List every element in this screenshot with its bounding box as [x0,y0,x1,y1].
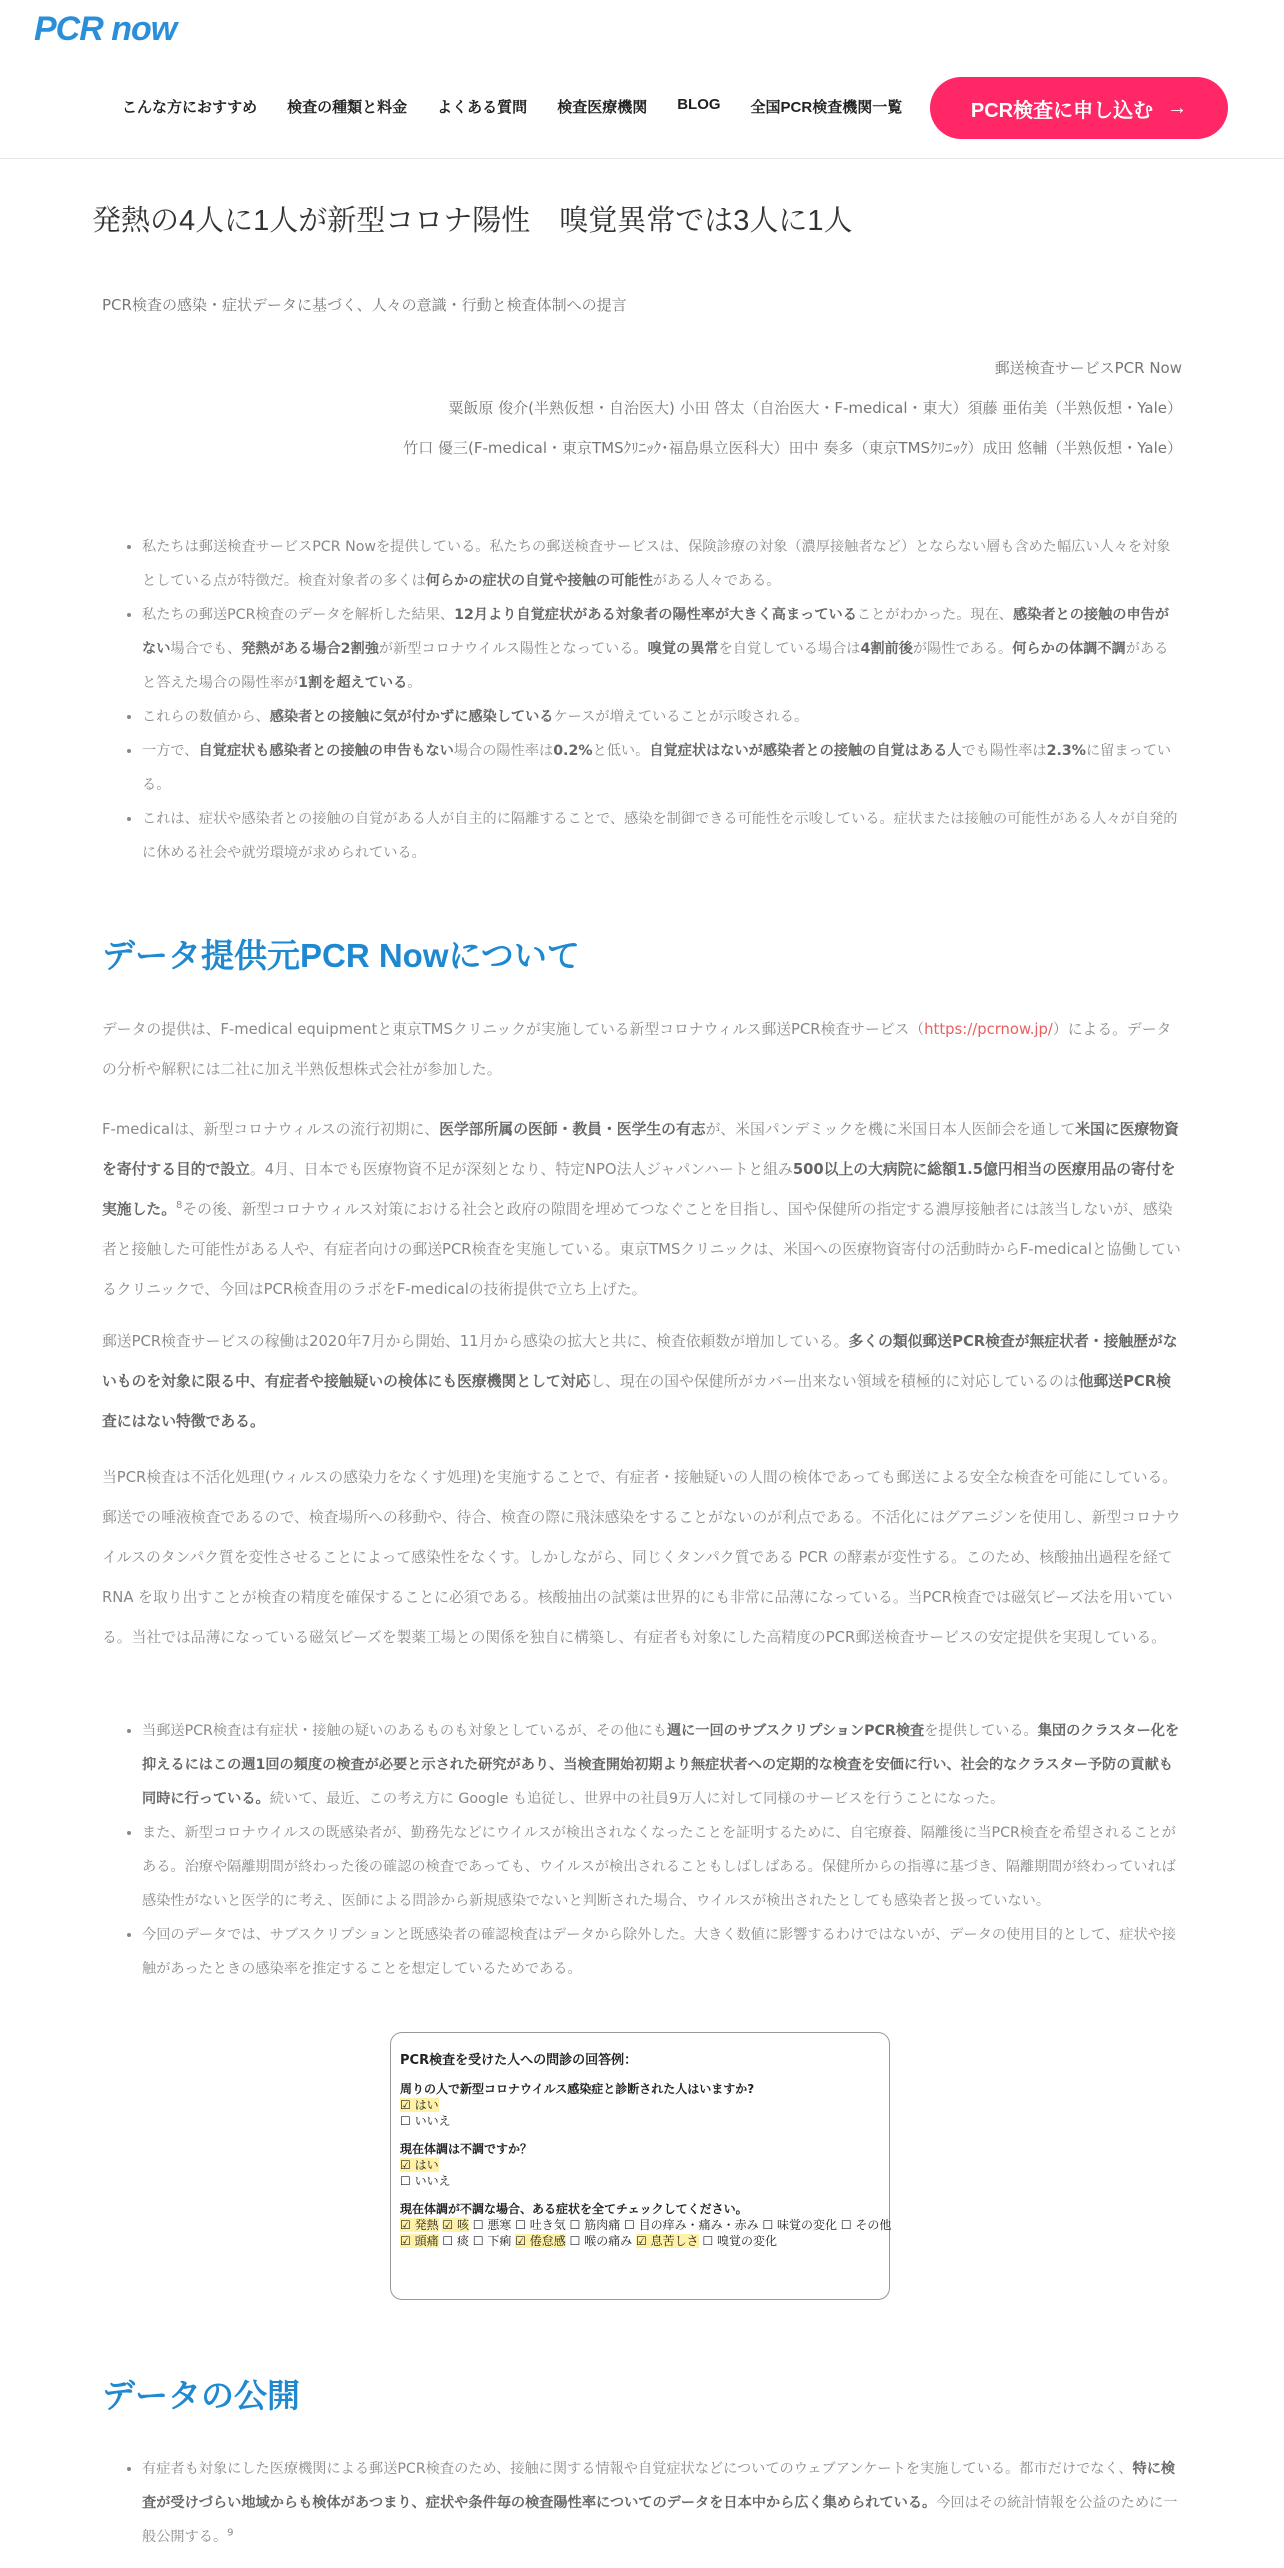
question-2-text: 現在体調は不調ですか？ [400,2142,533,2156]
emphasis-text: 1割を超えている [298,675,408,691]
body-text: 私たちは郵送検査サービスPCR Nowを提供している。私たちの郵送検査サービスは、保険診療の対象（濃厚接触者など）とならない層も含めた幅広い人々を対象としている点が特徴だ。検査対象者の多くは [142,539,1171,589]
emphasis-text: 特に検査が受けづらい地域からも検体があつまり、症状や条件毎の検査陽性率についてのデータを日本中から広く集められている。 [142,2461,1176,2511]
body-text: 場合の陽性率は [453,743,554,759]
symptom-option: ☐ 喉の痛み [569,2234,633,2248]
list-item [142,1918,1182,1986]
footnote-ref[interactable]: 9 [227,2527,234,2539]
summary-list [102,530,1182,870]
list-item [142,2452,1182,2554]
body-text: 有症者も対象にした医療機関による郵送PCR検査のため、接触に関する情報や自覚症状などについてのウェブアンケートを実施している。都市だけでなく、 [142,2461,1133,2477]
author-line: 郵送検査サービスPCR Now [994,359,1182,377]
emphasis-text: 多くの類似郵送PCR検査が無症状者・接触歴がないものを対象に限る中、有症者や接触疑いの検体にも医療機関として対応 [102,1333,1178,1390]
body-text: 当PCR検査は不活化処理(ウィルスの感染力をなくす処理)を実施することで、有症者・接触疑いの人間の検体であっても郵送による安全な検査を可能にしている。郵送での唾液検査であるので、検査場所への移動や、待合、検査の際に飛沫感染をすることがないのが利点である。不活化にはグアニジンを使用し、新型コロナウイルスのタンパク質を変性させることによって感染性をなくす。しかしながら、同じくタンパク質である PCR の酵素が変性する。このため、核酸抽出過程を経て RNA を取り出すことが検査の精度を確保することに必須である。核酸抽出の試薬は世界的にも非常に品薄になっている。当PCR検査では磁気ビーズ法を用いている。当社では品薄になっている磁気ビーズを製薬工場との関係を独自に構築し、有症者も対象にした高精度のPCR郵送検査サービスの安定提供を実現している。 [102,1469,1181,1646]
body-text: 場合でも、 [170,641,242,657]
body-text: 。 [407,675,422,691]
list-item [142,802,1182,870]
author-list [403,348,1182,468]
question-3 [400,2201,892,2249]
symptom-option: ☑ 頭痛 [400,2234,439,2248]
emphasis-text: 4割前後 [860,641,913,657]
emphasis-text: 集団のクラスター化を抑えるにはこの週1回の頻度の検査が必要と示された研究があり、当検査開始初期より無症状者への定期的な検査を安価に行い、社会的なクラスター予防の貢献も同時に行っている。 [142,1723,1180,1807]
body-text: ）による。データの分析や解釈には二社に加え半熟仮想株式会社が参加した。 [102,1021,1172,1078]
emphasis-text: 他郵送PCR検査にはない特徴である。 [102,1373,1171,1430]
q2-no-option: ☐ いいえ [400,2174,451,2188]
question-2 [400,2141,881,2189]
symptom-option: ☐ 下痢 [472,2234,512,2248]
emphasis-text: 2.3% [1046,743,1086,759]
body-text: 続いて、最近、この考え方に Google も追従し、世界中の社員9万人に対して同様のサービスを行うことになった。 [269,1791,1005,1807]
author-line: 竹口 優三(F-medical・東京TMSｸﾘﾆｯｸ･福島県立医科大）田中 奏多（東京TMSｸﾘﾆｯｸ）成田 悠輔（半熟仮想・Yale） [403,439,1182,457]
emphasis-text: 米国に医療物資を寄付する目的で設立 [102,1121,1179,1178]
section-title-data-source: データ提供元PCR Nowについて [102,937,580,974]
list-item [142,1714,1182,1816]
page-subtitle: PCR検査の感染・症状データに基づく、人々の意識・行動と検査体制への提言 [102,296,627,314]
list-item [142,530,1182,598]
body-text: と低い。 [592,743,650,759]
page-title: 発熱の4人に1人が新型コロナ陽性 嗅覚異常では3人に1人 [92,205,853,237]
body-text: し、現在の国や保健所がカバー出来ない領域を積極的に対応しているのは [590,1373,1079,1390]
body-text: F-medicalは、新型コロナウィルスの流行初期に、 [102,1121,440,1138]
symptom-option: ☐ 痰 [442,2234,469,2248]
question-3-text: 現在体調が不調な場合、ある症状を全てチェックしてください。 [400,2202,748,2216]
emphasis-text: 週に一回のサブスクリプションPCR検査 [666,1723,925,1739]
symptom-option: ☐ 悪寒 [472,2218,512,2232]
list-item [142,700,1182,734]
data-source-paragraph-4 [102,1458,1182,1658]
data-source-paragraph-3 [102,1322,1182,1442]
emphasis-text: 感染者との接触に気が付かずに感染している [269,709,554,725]
apply-pcr-label: PCR検査に申し込む [970,99,1154,122]
emphasis-text: 0.2% [553,743,593,759]
questionnaire-example [390,2032,890,2300]
body-text: 今回はその統計情報を公益のために一般公開する。 [142,2495,1178,2545]
symptom-option: ☑ 咳 [442,2218,469,2232]
data-source-paragraph-1 [102,1010,1182,1090]
symptom-row-2 [400,2233,881,2249]
footnote-ref[interactable]: 8 [176,1200,183,1212]
emphasis-text: 自覚症状も感染者との接触の申告もない [198,743,454,759]
body-text: ケースが増えていることが示唆される。 [553,709,809,725]
emphasis-text: 感染者との接触の申告がない [142,607,1170,657]
author-line: 粟飯原 俊介(半熟仮想・自治医大) 小田 啓太（自治医大・F-medical・東大）須藤 亜佑美（半熟仮想・Yale） [448,399,1182,417]
data-source-paragraph-2 [102,1110,1182,1310]
emphasis-text: 嗅覚の異常 [647,641,719,657]
body-text: に留まっている。 [142,743,1172,793]
symptom-option: ☑ 発熱 [400,2218,439,2232]
q2-yes-option: ☑ はい [400,2158,439,2172]
body-text: その後、新型コロナウィルス対策における社会と政府の隙間を埋めてつなぐことを目指し、国や保健所の指定する濃厚接触者には該当しないが、感染者と接触した可能性がある人や、有症者向けの郵送PCR検査を実施している。東京TMSクリニックは、米国への医療物資寄付の活動時からF-medicalと協働しているクリニックで、今回はPCR検査用のラボをF-medicalの技術提供で立ち上げた。 [102,1201,1181,1298]
nav-item-0[interactable]: こんな方におすすめ [122,99,258,116]
questionnaire-title: PCR検査を受けた人への問診の回答例： [400,2053,638,2068]
body-text: ことがわかった。現在、 [856,607,1013,623]
q1-no-option: ☐ いいえ [400,2114,451,2128]
data-source-bullets [102,1714,1182,1986]
symptom-option: ☑ 息苦しさ [636,2234,699,2248]
emphasis-text: 医学部所属の医師・教員・医学生の有志 [439,1121,706,1138]
emphasis-text: 何らかの体調不調 [1012,641,1126,657]
body-text: を自覚している場合は [718,641,861,657]
body-text: 当郵送PCR検査は有症状・接触の疑いのあるものも対象としているが、その他にも [142,1723,667,1739]
nav-item-2[interactable]: よくある質問 [437,99,528,116]
body-text: 郵送PCR検査サービスの稼働は2020年7月から開始、11月から感染の拡大と共に、検査依頼数が増加している。 [102,1333,849,1350]
body-text: データの提供は、F-medical equipmentと東京TMSクリニックが実施している新型コロナウィルス郵送PCR検査サービス（ [102,1021,925,1038]
symptom-option: ☑ 倦怠感 [515,2234,566,2248]
body-text: 一方で、 [142,743,199,759]
question-1 [400,2081,881,2129]
symptom-option: ☐ 吐き気 [515,2218,566,2232]
list-item [142,734,1182,802]
list-item [142,598,1182,700]
body-text: でも陽性率は [961,743,1047,759]
publication-bullets [102,2452,1182,2554]
body-text: を提供している。 [924,1723,1038,1739]
body-text: が、米国パンデミックを機に米国日本人医師会を通して [705,1121,1076,1138]
body-text: があると答えた場合の陽性率が [142,641,1169,691]
question-1-text: 周りの人で新型コロナウイルス感染症と診断された人はいますか? [400,2082,755,2096]
body-text: が陽性である。 [912,641,1013,657]
arrow-right-icon: → [1167,96,1188,119]
q1-yes-option: ☑ はい [400,2098,439,2112]
symptom-row-1 [400,2217,892,2233]
nav-item-3[interactable]: 検査医療機関 [557,99,648,116]
symptom-option: ☐ その他 [840,2218,892,2232]
body-text: 私たちの郵送PCR検査のデータを解析した結果、 [142,607,455,623]
nav-item-4[interactable]: BLOG [677,96,721,113]
body-text: これらの数値から、 [142,709,270,725]
body-text: が新型コロナウイルス陽性となっている。 [378,641,648,657]
body-text: 。4月、日本でも医療物資不足が深刻となり、特定NPO法人ジャパンハートと組み [249,1161,793,1178]
body-text: がある人々である。 [652,573,781,589]
symptom-option: ☐ 目の痒み・痛み・赤み [624,2218,759,2232]
main-nav [122,96,932,117]
body-text: また、新型コロナウイルスの既感染者が、勤務先などにウイルスが検出されなくなったことを証明するために、自宅療養、隔離後に当PCR検査を希望されることがある。治療や隔離期間が終わった後の確認の検査であっても、ウイルスが検出されることもしばしばある。保健所からの指導に基づき、隔離期間が終わっていれば感染性がないと医学的に考え、医師による問診から新規感染でないと判断された場合、ウイルスが検出されたとしても感染者と扱っていない。 [142,1825,1176,1909]
list-item [142,1816,1182,1918]
emphasis-text: 12月より自覚症状がある対象者の陽性率が大きく高まっている [454,607,857,623]
body-text: 今回のデータでは、サブスクリプションと既感染者の確認検査はデータから除外した。大きく数値に影響するわけではないが、データの使用目的として、症状や接触があったときの感染率を推定することを想定しているためである。 [142,1927,1176,1977]
emphasis-text: 自覚症状はないが感染者との接触の自覚はある人 [649,743,962,759]
pcrnow-link[interactable]: https://pcrnow.jp/ [924,1021,1053,1038]
body-text: これは、症状や感染者との接触の自覚がある人が自主的に隔離することで、感染を制御できる可能性を示唆している。症状または接触の可能性がある人々が自発的に休める社会や就労環境が求められている。 [142,811,1178,861]
nav-item-5[interactable]: 全国PCR検査機関一覧 [750,99,903,116]
emphasis-text: 発熱がある場合2割強 [241,641,379,657]
emphasis-text: 500以上の大病院に総額1.5億円相当の医療用品の寄付を実施した。 [102,1161,1176,1218]
emphasis-text: 何らかの症状の自覚や接触の可能性 [425,573,653,589]
nav-item-1[interactable]: 検査の種類と料金 [287,99,408,116]
section-title-publication: データの公開 [102,2377,300,2414]
apply-pcr-button[interactable] [930,77,1228,139]
header-divider [0,158,1284,159]
symptom-option: ☐ 嗅覚の変化 [702,2234,778,2248]
site-logo[interactable]: PCR now [34,10,177,48]
symptom-option: ☐ 味覚の変化 [762,2218,838,2232]
symptom-option: ☐ 筋肉痛 [569,2218,621,2232]
